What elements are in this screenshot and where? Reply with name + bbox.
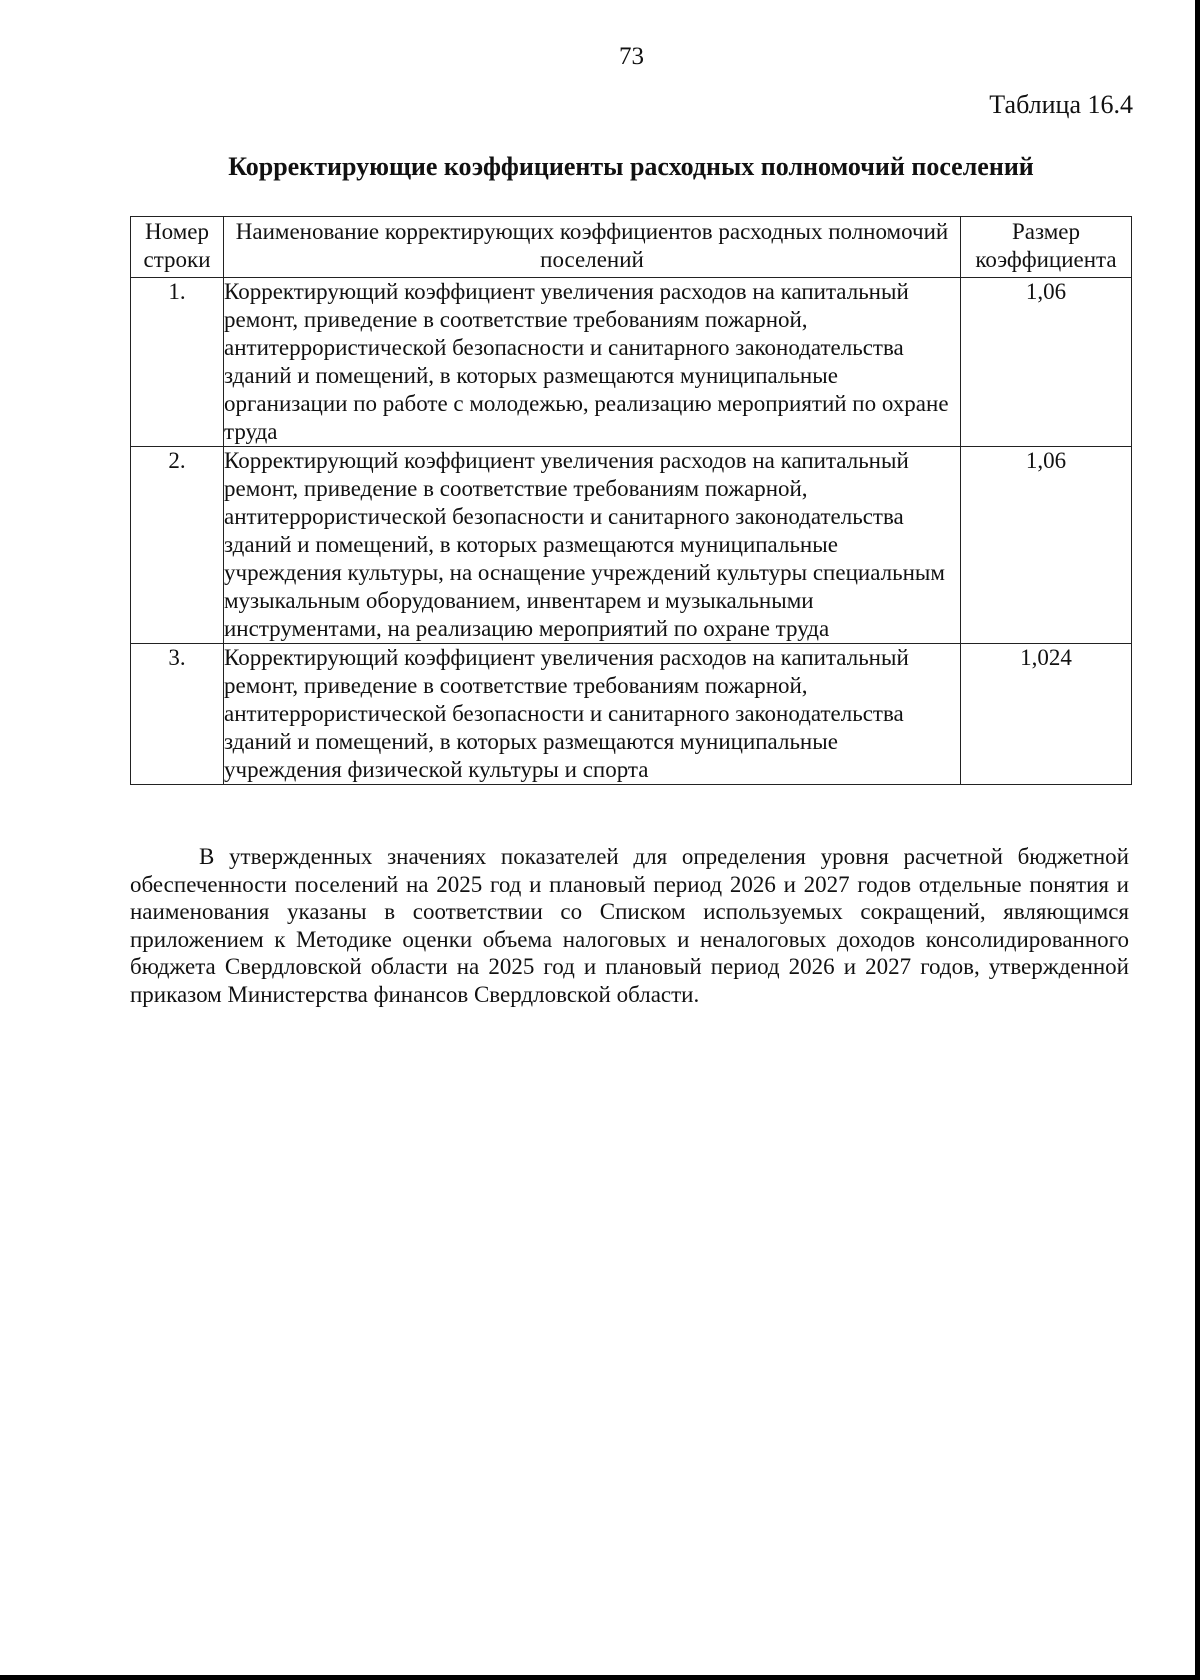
coefficient-name: Корректирующий коэффициент увеличения расходов на капитальный ремонт, приведение в соответствие требованиям пожарной, антитеррористической безопасности и санитарного законодательства зданий и помещений, в которых размещаются муниципальные учреждения культуры, на оснащение учреждений культуры специальным музыкальным оборудованием, инвентарем и музыкальными инструментами, на реализацию мероприятий по охране труда [224,447,961,644]
coefficient-name: Корректирующий коэффициент увеличения расходов на капитальный ремонт, приведение в соответствие требованиям пожарной, антитеррористической безопасности и санитарного законодательства зданий и помещений, в которых размещаются муниципальные организации по работе с молодежью, реализацию мероприятий по охране труда [224,278,961,447]
header-row-number: Номер строки [131,217,224,278]
document-title: Корректирующие коэффициенты расходных полномочий поселений [228,152,1034,181]
coefficient-value: 1,06 [961,447,1132,644]
coefficient-value: 1,024 [961,644,1132,785]
page-bottom-border [0,1675,1200,1680]
coefficients-table [130,216,1132,785]
header-coefficient-value: Размер коэффициента [961,217,1132,278]
table-label: Таблица 16.4 [989,90,1133,119]
table-row [131,447,1132,644]
table-row [131,278,1132,447]
coefficient-value: 1,06 [961,278,1132,447]
table-header-row [131,217,1132,278]
row-number: 2. [131,447,224,644]
header-coefficient-name: Наименование корректирующих коэффициентов расходных полномочий поселений [224,217,961,278]
page-right-border [1195,0,1200,1680]
page-number: 73 [619,43,644,70]
row-number: 1. [131,278,224,447]
row-number: 3. [131,644,224,785]
coefficient-name: Корректирующий коэффициент увеличения расходов на капитальный ремонт, приведение в соответствие требованиям пожарной, антитеррористической безопасности и санитарного законодательства зданий и помещений, в которых размещаются муниципальные учреждения физической культуры и спорта [224,644,961,785]
body-paragraph: В утвержденных значениях показателей для определения уровня расчетной бюджетной обеспеченности поселений на 2025 год и плановый период 2026 и 2027 годов отдельные понятия и наименования указаны в соответствии со Списком используемых сокращений, являющимся приложением к Методике оценки объема налоговых и неналоговых доходов консолидированного бюджета Свердловской области на 2025 год и плановый период 2026 и 2027 годов, утвержденной приказом Министерства финансов Свердловской области. [130,844,1129,1007]
table-row [131,644,1132,785]
